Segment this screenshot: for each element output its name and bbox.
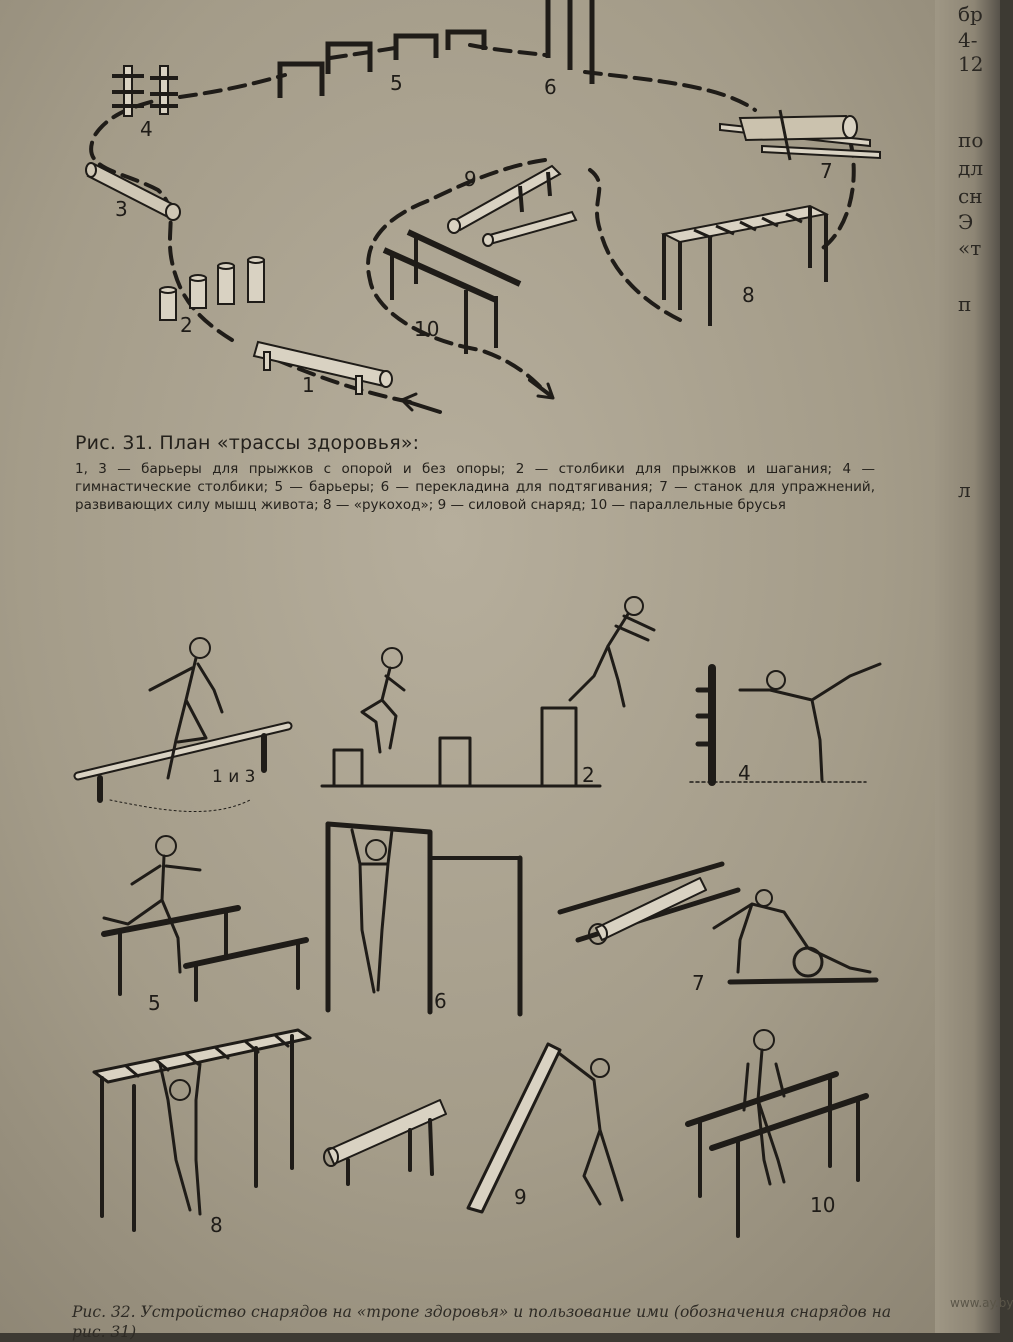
exercise-7-abs (560, 864, 876, 982)
edge-text: п (958, 292, 972, 316)
fig31-title: Рис. 31. План «трассы здоровья»: (75, 432, 420, 454)
exercise-label-8: 8 (210, 1213, 223, 1237)
plan-label-8: 8 (742, 283, 755, 307)
plan-label-9: 9 (464, 167, 477, 191)
plan-label-10: 10 (414, 317, 440, 341)
edge-text: Э (958, 210, 974, 234)
plan-label-2: 2 (180, 313, 193, 337)
exercise-label-5: 5 (148, 991, 161, 1015)
exercise-9-power (324, 1044, 622, 1212)
exercise-1-3-vault (78, 638, 288, 812)
edge-text: л (958, 478, 971, 502)
exercise-6-pullup (328, 824, 520, 1014)
edge-text: 12 (958, 52, 984, 76)
plan-label-3: 3 (115, 197, 128, 221)
plan-label-6: 6 (544, 75, 557, 99)
edge-text: 4- (958, 28, 978, 52)
plan-label-7: 7 (820, 159, 833, 183)
edge-text: «т (958, 236, 982, 260)
edge-text: сн (958, 184, 983, 208)
exercise-4-stretch (690, 664, 880, 782)
exercise-label-6: 6 (434, 989, 447, 1013)
exercise-label-2: 2 (582, 763, 595, 787)
edge-text: по (958, 128, 984, 152)
fig31-legend: 1, 3 — барьеры для прыжков с опорой и без опоры; 2 — столбики для прыжков и шагания; 4 — гимнастические столбики; 5 — барьеры; 6 — перекладина для подтягивания; 7 — станок для упражнений, развивающих силу мышц живота; 8 — «рукоход»; 9 — силовой снаряд; 10 — параллельные брусья (75, 461, 875, 513)
edge-text: бр (958, 2, 983, 26)
plan-label-1: 1 (302, 373, 315, 397)
exercise-label-1-3: 1 и 3 (212, 767, 256, 787)
exercise-label-4: 4 (738, 761, 751, 785)
exercise-label-7: 7 (692, 971, 705, 995)
plan-label-4: 4 (140, 117, 153, 141)
plan-label-5: 5 (390, 71, 403, 95)
exercise-8-monkey-bars (94, 1030, 310, 1230)
exercise-10-parallel-bars (688, 1030, 866, 1236)
edge-text: дл (958, 156, 984, 180)
exercise-2-posts (322, 597, 654, 786)
exercise-label-10: 10 (810, 1193, 836, 1217)
exercise-5-barriers (104, 836, 306, 1000)
watermark: www.ay.by (950, 1296, 1013, 1310)
exercise-label-9: 9 (514, 1185, 527, 1209)
fig32-caption: Рис. 32. Устройство снарядов на «тропе здоровья» и пользование ими (обозначения снарядов на рис. 31) (72, 1303, 892, 1341)
